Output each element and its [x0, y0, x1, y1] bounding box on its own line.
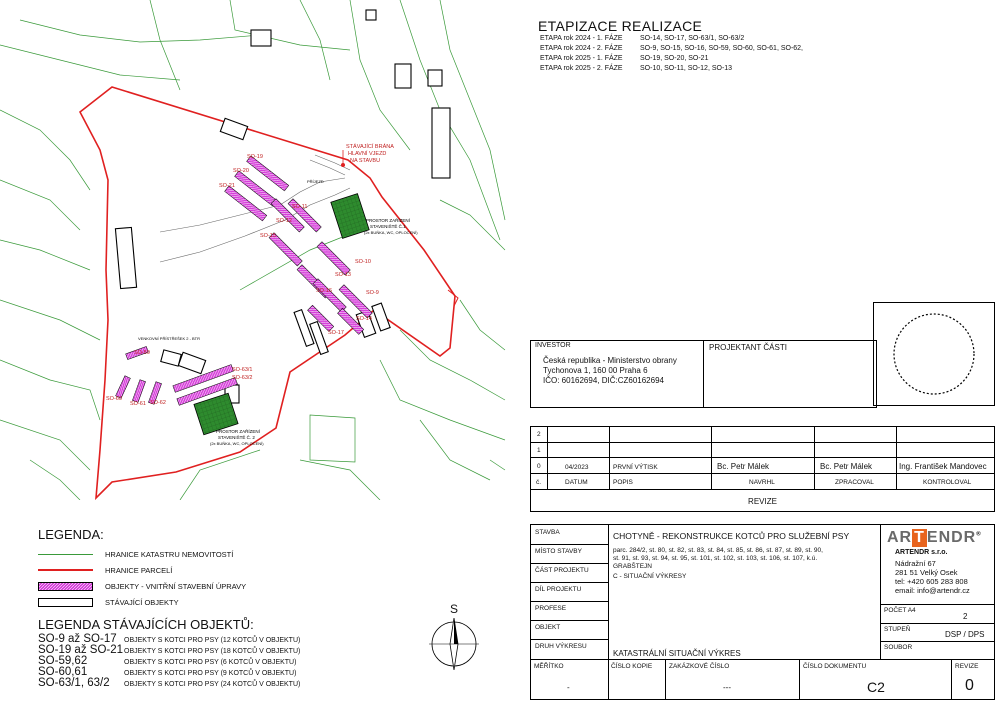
legend-item: OBJEKTY - VNITŘNÍ STAVEBNÍ ÚPRAVY — [38, 578, 298, 594]
rev-hdr-no: č. — [536, 479, 542, 486]
label-dil: DÍL PROJEKTU — [535, 586, 582, 593]
label-cislo-kopie: ČÍSLO KOPIE — [611, 663, 653, 670]
north-arrow — [428, 602, 480, 674]
objects-legend-row: SO-9 až SO-17 OBJEKTY S KOTCI PRO PSY (12 KOTCŮ V OBJEKTU) — [38, 633, 301, 645]
rev-desc: PRVNÍ VÝTISK — [613, 464, 658, 471]
rev-navrhl: Bc. Petr Málek — [717, 462, 770, 471]
company-box — [880, 525, 995, 605]
gate-label-1: STÁVAJÍCÍ BRÁNA — [346, 144, 394, 150]
investor-cell — [531, 341, 704, 407]
gate-label-3: NA STAVBU — [350, 158, 381, 164]
label-so-10: SO-10 — [355, 259, 371, 265]
label-so-19: SO-19 — [247, 154, 263, 160]
rev-zpracoval: Bc. Petr Málek — [820, 462, 873, 471]
object-swatch — [38, 582, 93, 591]
label-druh: DRUH VÝKRESU — [535, 643, 587, 650]
gate-label-2: HLAVNÍ VJEZD — [348, 151, 387, 157]
cast-value: C - SITUAČNÍ VÝKRESY — [613, 573, 687, 580]
parcel-boundary — [80, 87, 455, 498]
stamp-area — [873, 302, 995, 406]
label-cast: ČÁST PROJEKTU — [535, 567, 589, 574]
parcel-line-swatch — [38, 569, 93, 571]
label-pocet: POČET A4 — [884, 607, 916, 614]
label-revize: REVIZE — [955, 663, 979, 670]
revision-title: REVIZE — [748, 497, 777, 506]
stavba-value: CHOTYNĚ - REKONSTRUKCE KOTCŮ PRO SLUŽEBNÍ PSY — [613, 531, 850, 541]
objects-legend-title: LEGENDA STÁVAJÍCÍCH OBJEKTŮ: — [38, 617, 254, 632]
rev-row-no: 0 — [537, 463, 541, 470]
label-so-13: SO-13 — [335, 272, 351, 278]
objects-legend-row: SO-19 až SO-21 OBJEKTY S KOTCI PRO PSY (18 KOTCŮ V OBJEKTU) — [38, 644, 301, 656]
site-2-label-2: STAVENIŠTĚ Č. 2 — [218, 435, 255, 440]
label-so-61: SO-61 — [130, 401, 146, 407]
label-so-17: SO-17 — [328, 330, 344, 336]
etapizace-row: ETAPA rok 2025 - 2. FÁZE SO-10, SO-11, SO-12, SO-13 — [540, 65, 733, 72]
label-so-15: SO-15 — [260, 233, 276, 239]
label-so-59: SO-59 — [134, 350, 150, 356]
meritko-value: - — [567, 683, 570, 692]
objects-legend-row: SO-60,61 OBJEKTY S KOTCI PRO PSY (9 KOTCŮ V OBJEKTU) — [38, 666, 297, 678]
label-so-11: SO-11 — [292, 204, 308, 210]
label-misto: MÍSTO STAVBY — [535, 548, 582, 555]
label-cislo-dokumentu: ČÍSLO DOKUMENTU — [803, 663, 867, 670]
cadastral-line-swatch — [38, 554, 93, 555]
rev-hdr-kontroloval: KONTROLOVAL — [923, 479, 972, 486]
label-profese: PROFESE — [535, 605, 567, 612]
label-so-12: SO-12 — [276, 218, 292, 224]
legend-item: HRANICE PARCELÍ — [38, 562, 298, 578]
revision-table — [530, 426, 995, 512]
objects-legend-row: SO-59,62 OBJEKTY S KOTCI PRO PSY (6 KOTCŮ V OBJEKTU) — [38, 655, 297, 667]
druh-value: KATASTRÁLNÍ SITUAČNÍ VÝKRES — [613, 649, 741, 658]
company-name: ARTENDR s.r.o. — [895, 549, 948, 556]
north-label: S — [449, 602, 458, 616]
rev-hdr-zpracoval: ZPRACOVAL — [835, 479, 874, 486]
investor-box — [530, 340, 877, 408]
label-zakazkove: ZAKÁZKOVÉ ČÍSLO — [669, 663, 730, 670]
misto-value: parc. 284/2, st. 80, st. 82, st. 83, st. 84, st. 85, st. 86, st. 87, st. 89, st. 90, st. 91, st. 93, st. 94, st. 95, st. 101, st. 102, st. 103, st. 106, st. 107, k.ú. GRABŠTEJN — [613, 547, 823, 570]
investor-lines: Česká republika - Ministerstvo obrany Tychonova 1, 160 00 Praha 6 IČO: 60162694, DIČ:CZ60162694 — [543, 356, 677, 385]
stamp-circle — [874, 303, 994, 405]
legend — [38, 546, 298, 610]
site-1-label-3: (2x BUŇKA, WC, OPLOCENÍ) — [364, 230, 418, 235]
legend-title: LEGENDA: — [38, 527, 104, 542]
site-2-label-3: (2x BUŇKA, WC, OPLOCENÍ) — [210, 441, 264, 446]
etapizace-title: ETAPIZACE REALIZACE — [538, 18, 703, 34]
label-so-20: SO-20 — [233, 168, 249, 174]
label-so-16: SO-16 — [316, 288, 332, 294]
rev-row-no: 2 — [537, 431, 541, 438]
legend-item: STÁVAJÍCÍ OBJEKTY — [38, 594, 298, 610]
objects-legend-row: SO-63/1, 63/2 OBJEKTY S KOTCI PRO PSY (24 KOTCŮ V OBJEKTU) — [38, 677, 301, 689]
rev-hdr-date: DATUM — [565, 479, 588, 486]
revize-value: 0 — [965, 677, 974, 694]
etapizace-row: ETAPA rok 2024 - 1. FÁZE SO-14, SO-17, SO-63/1, SO-63/2 — [540, 35, 745, 42]
label-so-14: SO-14 — [356, 316, 372, 322]
objects-legend — [38, 633, 338, 688]
rev-kontroloval: Ing. František Mandovec — [899, 462, 987, 471]
rev-hdr-desc: POPIS — [613, 479, 633, 486]
company-address: Nádražní 67 281 51 Velký Osek tel: +420 605 283 808 email: info@artendr.cz — [895, 559, 970, 595]
road-label: PŘÍJEZD — [307, 179, 324, 184]
label-so-62: SO-62 — [150, 400, 166, 406]
etapizace-row: ETAPA rok 2025 - 1. FÁZE SO-19, SO-20, SO-21 — [540, 55, 709, 62]
label-so-9: SO-9 — [366, 290, 379, 296]
label-soubor: SOUBOR — [884, 644, 913, 651]
title-block — [530, 524, 995, 700]
site-2-label-1: PROSTOR ZAŘÍZENÍ — [216, 429, 260, 434]
label-so-60: SO-60 — [106, 396, 122, 402]
stupen-value: DSP / DPS — [945, 630, 985, 639]
label-objekt: OBJEKT — [535, 624, 561, 631]
label-so-63-1: SO-63/1 — [232, 367, 253, 373]
rev-date: 04/2023 — [565, 464, 589, 471]
etapizace-row: ETAPA rok 2024 - 2. FÁZE SO-9, SO-15, SO-16, SO-59, SO-60, SO-61, SO-62, — [540, 45, 804, 52]
info-cells — [880, 604, 995, 659]
label-stupen: STUPEŇ — [884, 626, 911, 633]
label-so-21: SO-21 — [219, 183, 235, 189]
investor-label: INVESTOR — [535, 342, 571, 349]
outdoor-shelter-label: VENKOVNÍ PŘÍSTŘEŠEK 2 - BTR — [138, 336, 201, 341]
rev-hdr-navrhl: NAVRHL — [749, 479, 775, 486]
site-1-label-2: STAVENIŠTĚ Č.1 — [370, 224, 406, 229]
label-so-63-2: SO-63/2 — [232, 375, 253, 381]
cislo-dokumentu-value: C2 — [867, 679, 885, 695]
site-map — [0, 0, 510, 500]
zakazkove-value: --- — [723, 683, 731, 692]
legend-item: HRANICE KATASTRU NEMOVITOSTÍ — [38, 546, 298, 562]
compass-icon — [428, 616, 480, 672]
etapizace-table — [540, 35, 840, 75]
label-meritko: MĚŘÍTKO — [534, 663, 564, 670]
pocet-value: 2 — [963, 612, 968, 621]
projektant-label: PROJEKTANT ČÁSTI — [709, 343, 787, 352]
site-1-label-1: PROSTOR ZAŘÍZENÍ — [366, 218, 410, 223]
company-logo: AR T ENDR® — [887, 529, 982, 546]
label-stavba: STAVBA — [535, 529, 560, 536]
rev-row-no: 1 — [537, 447, 541, 454]
existing-object-swatch — [38, 598, 93, 607]
